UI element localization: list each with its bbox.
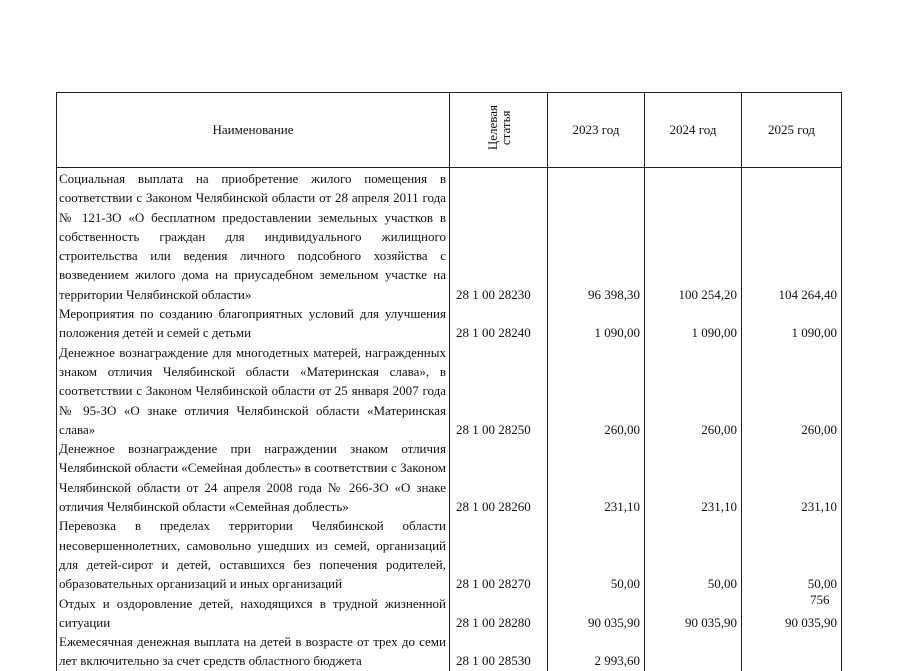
row-value-2023: 50,00: [548, 516, 645, 593]
page-number: 756: [810, 592, 830, 607]
row-name: Мероприятия по созданию благоприятных условий для улучшения положения детей и семей с детьми: [57, 304, 450, 343]
row-name: Социальная выплата на приобретение жилого помещения в соответствии с Законом Челябинской области от 28 апреля 2011 года № 121-ЗО «О бесплатном предоставлении земельных участков в собственность граждан для индивидуального жилищного строительства или ведения личного подсобного хозяйства с возведением жилого дома на приусадебном земельном участке на территории Челябинской области»: [57, 168, 450, 305]
row-name: Ежемесячная денежная выплата на детей в возрасте от трех до семи лет включительно за счет средств областного бюджета: [57, 632, 450, 671]
table-row: [57, 168, 842, 305]
header-name: Наименование: [57, 93, 450, 168]
header-code-label: Целевая статья: [484, 105, 513, 151]
row-value-2023: 90 035,90: [548, 594, 645, 633]
header-code: [450, 93, 548, 168]
row-value-2025: 1 090,00: [742, 304, 842, 343]
row-value-2023: 1 090,00: [548, 304, 645, 343]
table-row: [57, 343, 842, 439]
budget-table-container: [56, 92, 841, 671]
table-row: [57, 594, 842, 633]
row-value-2024: 90 035,90: [645, 594, 742, 633]
row-name: Отдых и оздоровление детей, находящихся в трудной жизненной ситуации: [57, 594, 450, 633]
row-value-2023: 260,00: [548, 343, 645, 439]
header-2023: 2023 год: [548, 93, 645, 168]
row-name: Денежное вознаграждение для многодетных матерей, награжденных знаком отличия Челябинской области «Материнская слава», в соответствии с Законом Челябинской области от 25 января 2007 года № 95-ЗО «О знаке отличия Челябинской области «Материнская слава»: [57, 343, 450, 439]
row-value-2024: 260,00: [645, 343, 742, 439]
table-row: [57, 304, 842, 343]
row-value-2025: 260,00: [742, 343, 842, 439]
row-code: 28 1 00 28230: [450, 168, 548, 305]
row-code: 28 1 00 28260: [450, 439, 548, 516]
row-value-2025: 104 264,40: [742, 168, 842, 305]
row-value-2024: 1 090,00: [645, 304, 742, 343]
row-code: 28 1 00 28250: [450, 343, 548, 439]
row-name: Перевозка в пределах территории Челябинской области несовершеннолетних, самовольно ушедших из семей, организаций для детей-сирот и детей, оставшихся без попечения родителей, образовательных организаций и иных организаций: [57, 516, 450, 593]
row-code: 28 1 00 28280: [450, 594, 548, 633]
row-code: 28 1 00 28530: [450, 632, 548, 671]
table-row: [57, 632, 842, 671]
row-name: Денежное вознаграждение при награждении знаком отличия Челябинской области «Семейная доблесть» в соответствии с Законом Челябинской области от 24 апреля 2008 года № 266-ЗО «О знаке отличия Челябинской области «Семейная доблесть»: [57, 439, 450, 516]
row-value-2023: 231,10: [548, 439, 645, 516]
row-value-2023: 2 993,60: [548, 632, 645, 671]
table-header-row: [57, 93, 842, 168]
row-value-2024: 50,00: [645, 516, 742, 593]
row-value-2025: 90 035,90: [742, 594, 842, 633]
table-row: [57, 516, 842, 593]
row-value-2025: 50,00: [742, 516, 842, 593]
header-2024: 2024 год: [645, 93, 742, 168]
budget-table: [56, 92, 842, 671]
row-value-2024: 100 254,20: [645, 168, 742, 305]
row-code: 28 1 00 28270: [450, 516, 548, 593]
row-value-2025: [742, 632, 842, 671]
row-code: 28 1 00 28240: [450, 304, 548, 343]
row-value-2024: 231,10: [645, 439, 742, 516]
row-value-2023: 96 398,30: [548, 168, 645, 305]
header-2025: 2025 год: [742, 93, 842, 168]
table-row: [57, 439, 842, 516]
row-value-2024: [645, 632, 742, 671]
row-value-2025: 231,10: [742, 439, 842, 516]
